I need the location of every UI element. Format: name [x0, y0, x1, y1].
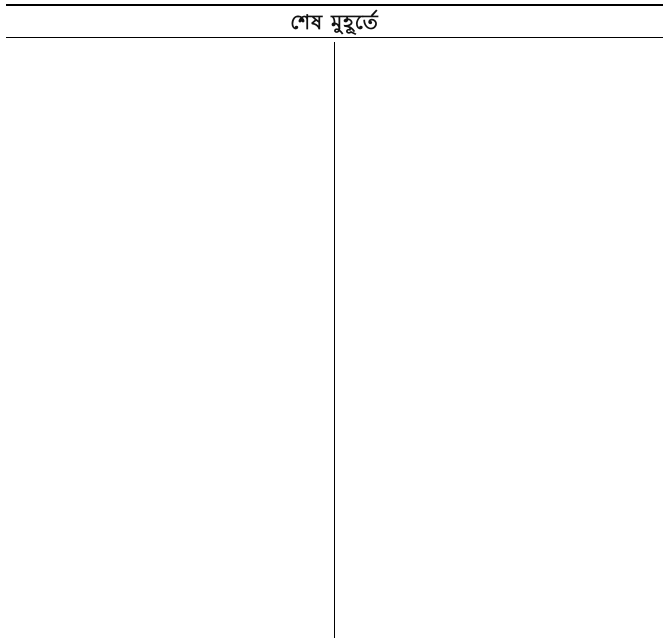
page-heading: শেষ মুহূর্তে	[290, 10, 379, 34]
heading-rule	[6, 37, 663, 38]
right-column	[335, 42, 664, 638]
top-rule	[6, 4, 663, 6]
article-columns	[6, 42, 663, 638]
heading-banner	[0, 9, 669, 37]
left-column	[6, 42, 335, 638]
